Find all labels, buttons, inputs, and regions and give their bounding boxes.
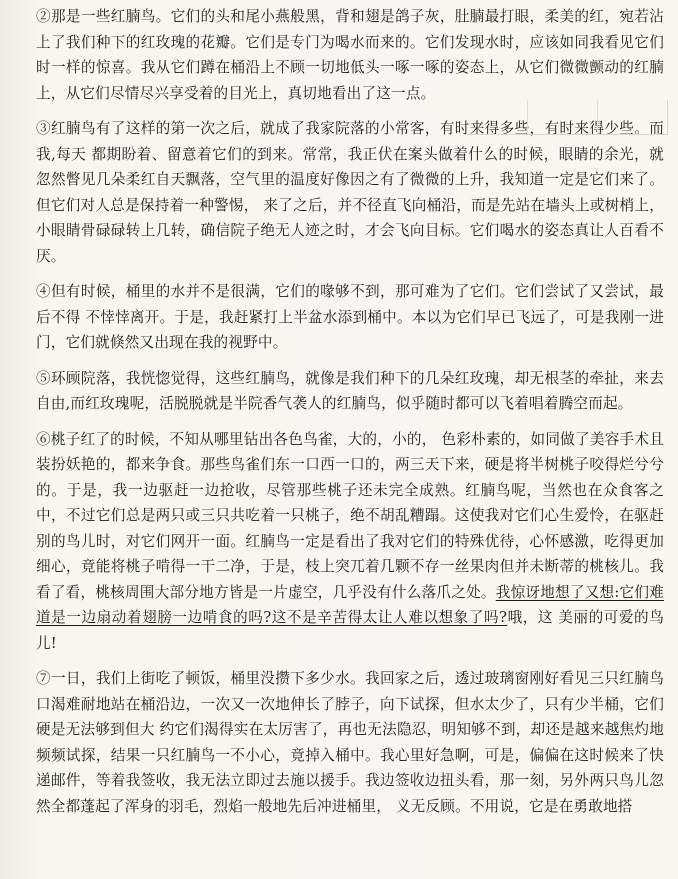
underlined-passage: 我惊讶地想了又想:它们难道是一边扇动着翅膀一边啃食的吗?这不是辛苦得太让人难以想象了吗?: [36, 583, 665, 626]
paragraph-4: ④但有时候，桶里的水并不是很满，它们的喙够不到，那可难为了它们。它们尝试了又尝试，最后不得 不悻悻离开。于是，我赶紧打上半盆水添到桶中。本以为它们早已飞远了，可是我刚一进门，它们就倏然又出现在我的视野中。: [36, 283, 664, 351]
paragraph-3: ③红腩鸟有了这样的第一次之后，就成了我家院落的小常客，有时来得多些，有时来得少些。而我,每天 都期盼着、留意着它们的到来。常常，我正伏在案头做着什么的时候，眼睛的余光，就忽然瞥见几朵柔红自天飘落，空气里的温度好像因之有了微微的上升，我知道一定是它们来了。但它们对人总是保持着一种警惕， 来了之后，并不径直飞向桶沿，而是先站在墙头上或树梢上，小眼睛骨碌碌转上几转，确信院子绝无人迹之时，才会飞向目标。它们喝水的姿态真让人百看不厌。: [36, 120, 664, 265]
paragraph-6-tail: 哦，这 美丽的可爱的鸟儿!: [36, 609, 664, 652]
paragraph-5: ⑤环顾院落，我恍惚觉得，这些红腩鸟，就像是我们种下的几朵红玫瑰，却无根茎的牵扯，来去自由,而红玫瑰呢，活脱脱就是半院香气袭人的红腩鸟，似乎随时都可以飞着唱着腾空而起。: [36, 369, 664, 412]
paragraph-7: ⑦一日，我们上街吃了顿饭，桶里没攒下多少水。我回家之后，透过玻璃窗刚好看见三只红腩鸟口渴难耐地站在桶沿边，一次又一次地伸长了脖子，向下试探，但水太少了，只有少半桶，它们硬是无法够到但大 约它们渴得实在太厉害了，再也无法隐忍，明知够不到，却还是越来越焦灼地频频试探，结果一只红腩鸟一不小心，竟掉入桶中。我心里好急啊，可是，偏偏在这时候来了快递邮件，等着我签收，我无法立即过去施以援手。我边签收边扭头看，那一刻，另外两只鸟儿忽然全都蓬起了浑身的羽毛，烈焰一般地先后冲进桶里， 义无反顾。不用说，它是在勇敢地搭: [36, 670, 664, 815]
paragraph-6-text: ⑥桃子红了的时候，不知从哪里钻出各色鸟雀，大的，小的， 色彩朴素的，如同做了美容手术且装扮妖艳的，都来争食。那些鸟雀们东一口西一口的，两三天下来，硬是将半树桃子咬得烂兮兮的。于是，我一边驱赶一边抢收，尽管那些桃子还未完全成熟。红腩鸟呢，当然也在众食客之中，不过它们总是两只或三只共吃着一只桃子，绝不胡乱糟蹋。这使我对它们心生爱怜，在驱赶别的鸟儿时，对它们网开一面。红腩鸟一定是看出了我对它们的特殊优待，心怀感激，吃得更加细心，竟能将桃子啃得一干二净，于是，枝上突兀着几颗不存一丝果肉但并未断蒂的桃核儿。我看了看，桃核周围大部分地方皆是一片虚空，几乎没有什么落爪之处。: [36, 430, 664, 601]
paragraph-2: ②那是一些红腩鸟。它们的头和尾小燕般黑，背和翅是鸽子灰，肚腩最打眼，柔美的红，宛若沾上了我们种下的红玫瑰的花瓣。它们是专门为喝水而来的。它们发现水时，应该如同我看见它们时一样的惊喜。我从它们蹲在桶沿上不顾一切地低头一啄一啄的姿态上，从它们微微颤动的红腩上，从它们尽情尽兴享受着的目光上，真切地看出了这一点。: [36, 8, 664, 102]
paragraph-6: [36, 427, 664, 657]
